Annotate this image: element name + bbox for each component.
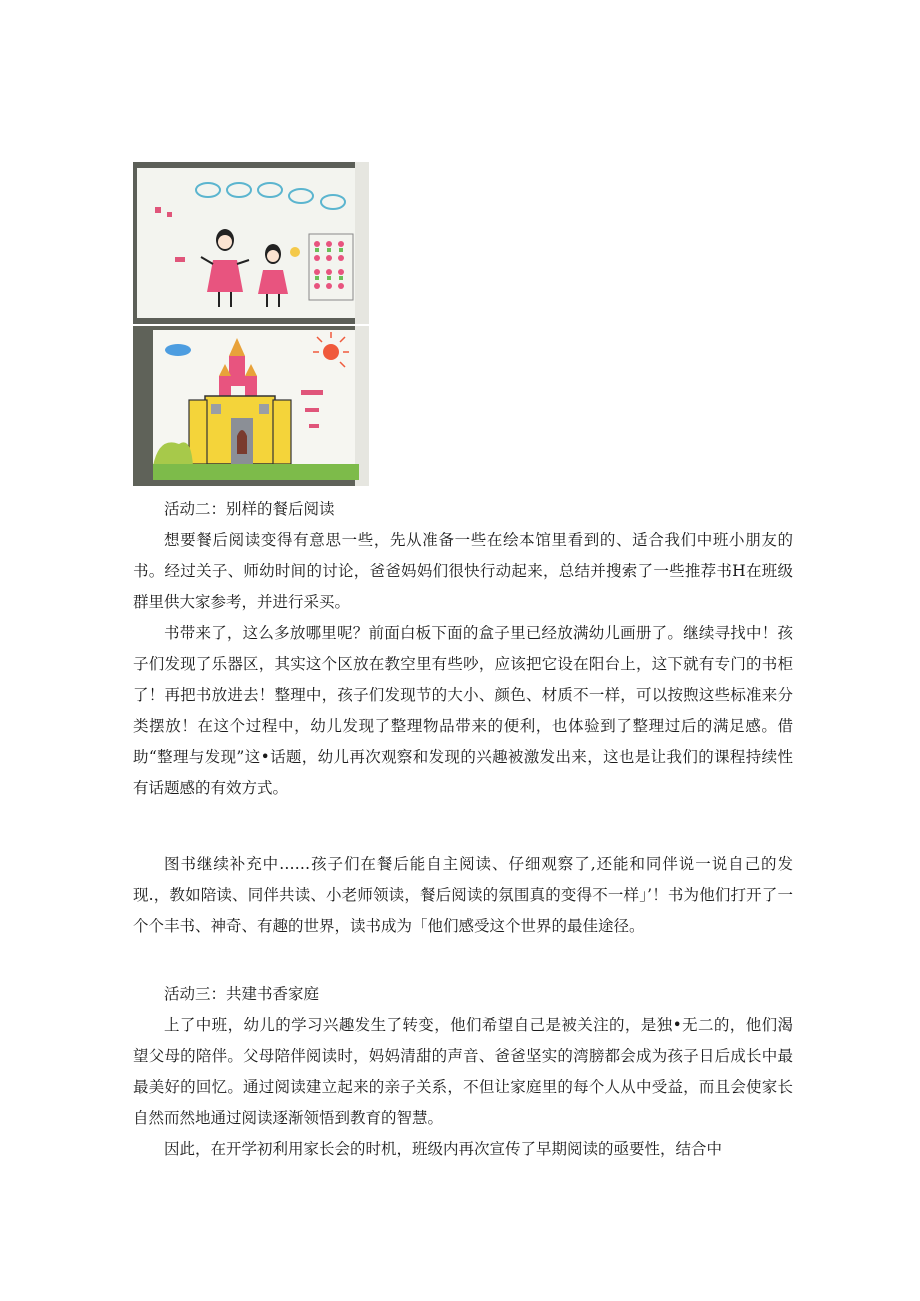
activity3-body xyxy=(133,1010,793,1165)
activity2-body-continued xyxy=(133,849,793,942)
activity2-paragraph-1: 想要餐后阅读变得有意思一些，先从准备一些在绘本馆里看到的、适合我们中班小朋友的书。经过关子、师幼时间的讨论，爸爸妈妈们很快行动起来，总结并搜索了一些推荐书H在班级群里供大家参考，并进行采买。 xyxy=(133,531,793,611)
activity2-paragraph-2: 书带来了，这么多放哪里呢？前面白板下面的盒子里已经放满幼儿画册了。继续寻找中！孩子们发现了乐器区，其实这个区放在教空里有些吵，应该把它设在阳台上，这下就有专门的书柜了！再把书放进去！整理中，孩子们发现节的大小、颜色、材质不一样，可以按煦这些标准来分类摆放！在这个过程中，幼儿发现了整理物品带来的便利，也体验到了整理过后的满足感。借助“整理与发现”这•话题，幼儿再次观察和发现的兴趣被激发出来，这也是让我们的课程持续性有话题感的有效方式。 xyxy=(133,624,793,797)
activity2-body xyxy=(133,525,793,804)
drawing-photo-girls xyxy=(133,162,369,324)
activity2-paragraph-3: 图书继续补充中……孩子们在餐后能自主阅读、仔细观察了,还能和同伴说一说自己的发现.，教如陪读、同伴共读、小老师领读，餐后阅读的氛围真的变得不一样」’！书为他们打开了一个个丰书、神奇、有趣的世界，读书成为「他们感受这个世界的最佳途径。 xyxy=(133,855,793,935)
drawing-photo-castle xyxy=(133,326,369,486)
activity3-heading: 活动三：共建书香家庭 xyxy=(164,985,320,1003)
activity3-paragraph-1: 上了中班，幼儿的学习兴趣发生了转变，他们希望自己是被关注的，是独•无二的，他们渴望父母的陪伴。父母陪伴阅读时，妈妈清甜的声音、爸爸坚实的湾膀都会成为孩子日后成长中最最美好的回忆。通过阅读建立起来的亲子关系，不但让家庭里的每个人从中受益，而且会使家长自然而然地通过阅读逐渐领悟到教育的智慧。 xyxy=(133,1016,793,1127)
activity3-paragraph-2: 因此，在开学初利用家长会的时机，班级内再次宣传了早期阅读的亟要性，结合中 xyxy=(164,1140,723,1158)
drawings-photo-group xyxy=(133,162,369,486)
activity2-heading: 活动二：别样的餐后阅读 xyxy=(164,500,335,518)
